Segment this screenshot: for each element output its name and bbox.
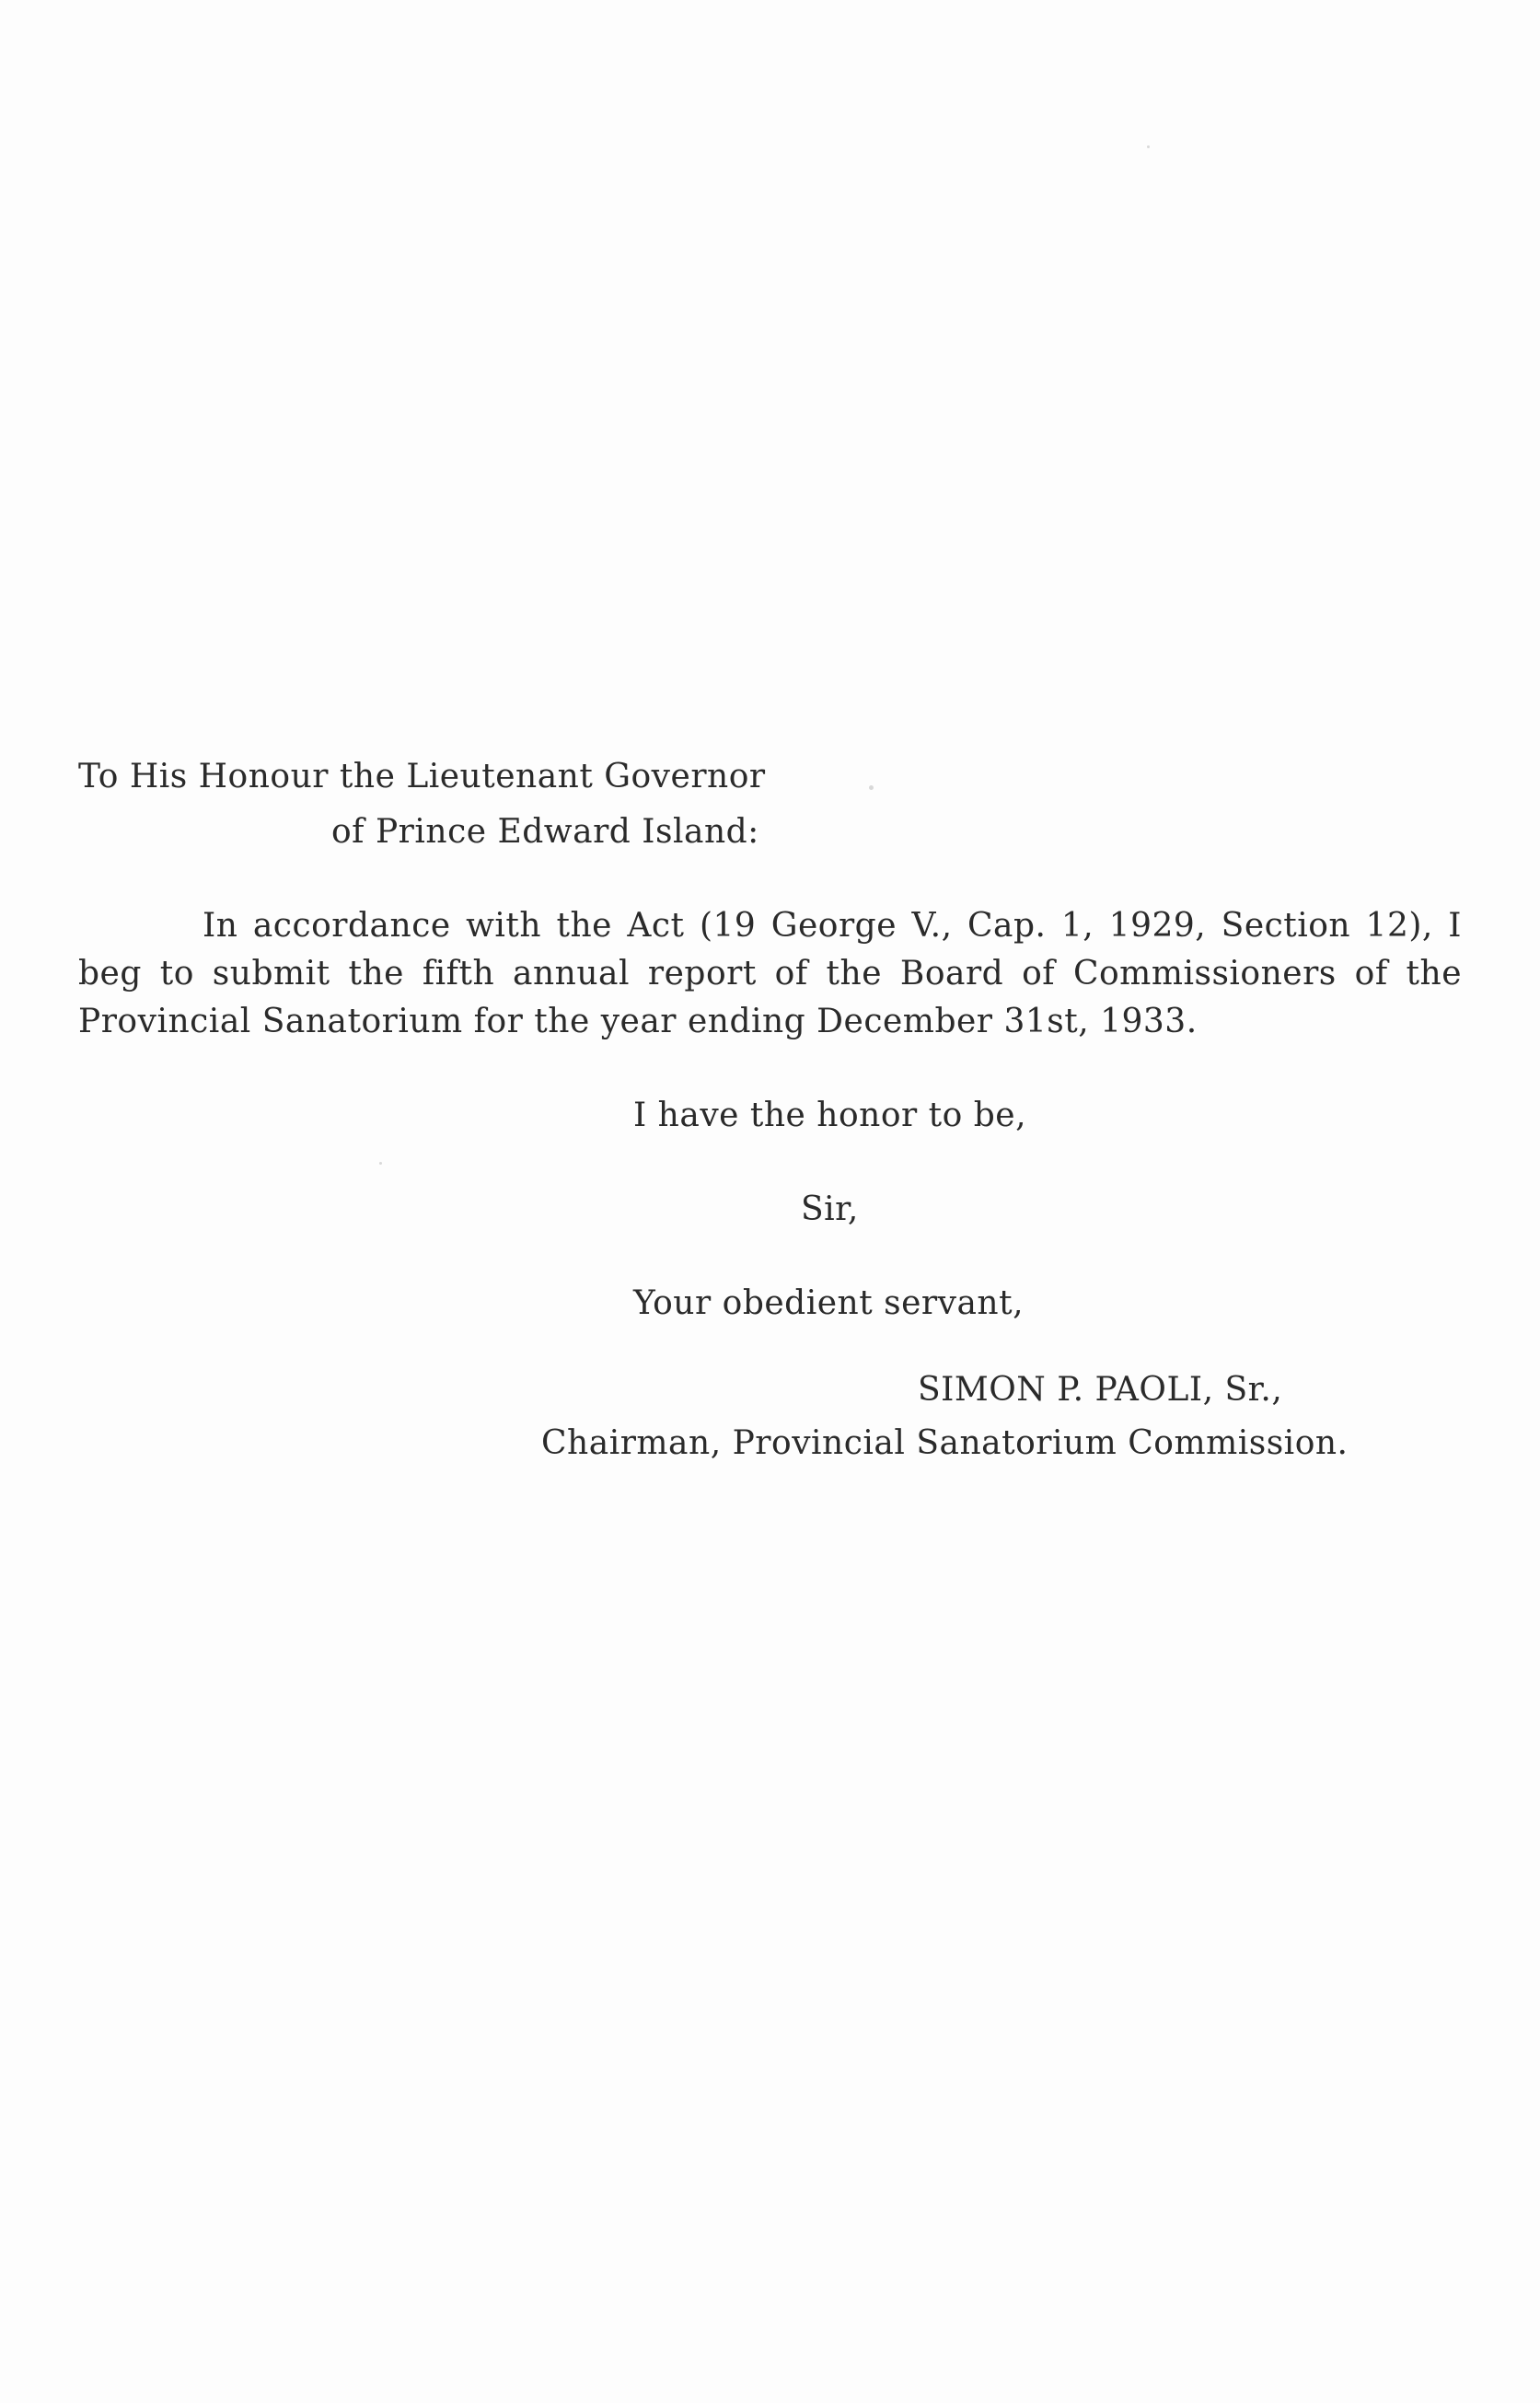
address-line-2: of Prince Edward Island: (331, 813, 759, 851)
closing-line: I have the honor to be, (633, 1097, 1027, 1134)
paper-speck (1147, 145, 1150, 148)
signer-name: SIMON P. PAOLI, Sr., (918, 1371, 1283, 1409)
letter-body (78, 902, 1462, 1046)
paper-speck (869, 785, 874, 790)
signer-title: Chairman, Provincial Sanatorium Commission. (541, 1424, 1349, 1462)
letter-body-text: In accordance with the Act (19 George V., Cap. 1, 1929, Section 12), I beg to submit the fifth annual report of the Board of Commissioners of the Provincial Sanatorium for the year ending December 31st, 1933. (78, 907, 1462, 1040)
paper-speck (379, 1162, 382, 1165)
address-line-1: To His Honour the Lieutenant Governor (78, 758, 766, 795)
valediction: Your obedient servant, (633, 1284, 1025, 1322)
salutation: Sir, (801, 1190, 859, 1228)
